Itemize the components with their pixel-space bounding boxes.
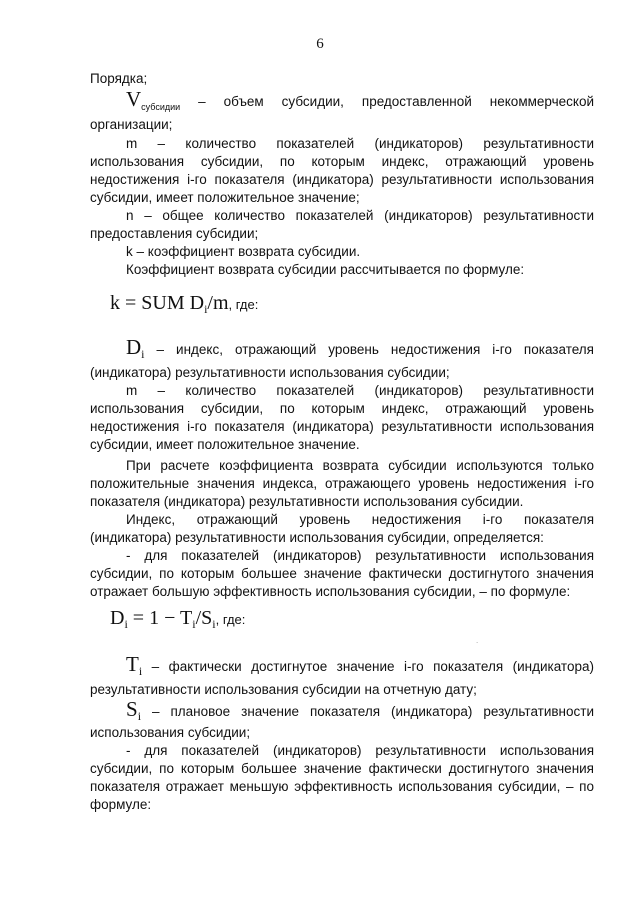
text-line: результативности использования субсидии на отчетную дату; [90, 682, 477, 697]
symbol-subscript: i [138, 664, 143, 678]
page-number: 6 [316, 36, 324, 52]
text-line: субсидии, по которым большее значение фактически достигнутого значения [90, 761, 594, 776]
text-line: (индикатора) результативности использования субсидии, определяется: [90, 530, 544, 545]
text-line: недостижения i-го показателя (индикатора) результативности использования [90, 419, 594, 434]
text-line: - для показателей (индикаторов) результативности использования [126, 743, 594, 758]
formula-part: /S [195, 607, 213, 629]
formula-subscript: i [212, 617, 216, 631]
text-line: Коэффициент возврата субсидии рассчитывается по формуле: [126, 262, 525, 277]
symbol-s: S [126, 697, 138, 721]
text-line: (индикатора) результативности использования субсидии; [90, 365, 450, 380]
text-line: использования субсидии; [90, 725, 251, 740]
text-line: субсидии, по которым большее значение фактически достигнутого значения [90, 566, 594, 581]
scan-speck: . [476, 636, 479, 645]
text-line: организации; [90, 117, 173, 132]
formula-k [110, 292, 258, 317]
text-fragment: – фактически достигнутое значение i-го показателя (индикатора) [151, 659, 594, 674]
formula-part: D [110, 607, 125, 629]
formula-d [110, 607, 245, 632]
text-line: k – коэффициент возврата субсидии. [126, 244, 361, 259]
text-line: показателя (индикатора) результативности использования субсидии. [90, 494, 524, 509]
text-line: показателя отражает меньшую эффективность использования субсидии, – по [90, 779, 594, 794]
text-line [126, 335, 594, 363]
formula-part: k = SUM D [110, 292, 205, 314]
symbol-subscript: субсидии [141, 102, 181, 112]
text-line: формуле: [90, 797, 152, 812]
text-line: При расчете коэффициента возврата субсидии используются только [126, 458, 594, 473]
formula-subscript: i [124, 617, 128, 631]
text-line: m – количество показателей (индикаторов) результативности [126, 383, 594, 398]
text-line: Индекс, отражающий уровень недостижения i-го показателя [126, 512, 594, 527]
text-line: Порядка; [90, 71, 148, 86]
text-line [126, 652, 594, 680]
text-line: недостижения i-го показателя (индикатора) результативности использования [90, 172, 594, 187]
text-line: m – количество показателей (индикаторов) результативности [126, 136, 594, 151]
symbol-subscript: i [137, 709, 142, 723]
text-fragment: – индекс, отражающий уровень недостижения i-го показателя [156, 342, 594, 357]
text-line: использования субсидии, по которым индекс, отражающий уровень [90, 154, 594, 169]
formula-where: , где: [228, 297, 259, 312]
formula-part: = 1 − T [127, 607, 193, 629]
text-line [126, 87, 594, 116]
text-line: субсидии, имеет положительное значение. [90, 437, 360, 452]
text-line: положительные значения индекса, отражающего уровень недостижения i-го [90, 476, 594, 491]
text-fragment: – плановое значение показателя (индикатора) результативности [152, 704, 594, 719]
text-line: отражает большую эффективность использования субсидии, – по формуле: [90, 584, 571, 599]
text-line: субсидии, имеет положительное значение; [90, 190, 360, 205]
text-line [126, 697, 594, 725]
symbol-t: T [126, 652, 139, 676]
text-line: использования субсидии, по которым индекс, отражающий уровень [90, 401, 594, 416]
formula-subscript: i [192, 617, 196, 631]
symbol-d: D [126, 335, 142, 359]
formula-subscript: i [204, 302, 208, 316]
formula-where: , где: [215, 612, 246, 627]
text-line: - для показателей (индикаторов) результативности использования [126, 548, 594, 563]
text-line: предоставления субсидии; [90, 226, 259, 241]
text-line: n – общее количество показателей (индикаторов) результативности [126, 208, 594, 223]
symbol-v: V [126, 87, 142, 111]
symbol-subscript: i [141, 347, 145, 361]
text-fragment: – объем субсидии, предоставленной некоммерческой [198, 94, 594, 109]
formula-part: /m [207, 292, 229, 314]
